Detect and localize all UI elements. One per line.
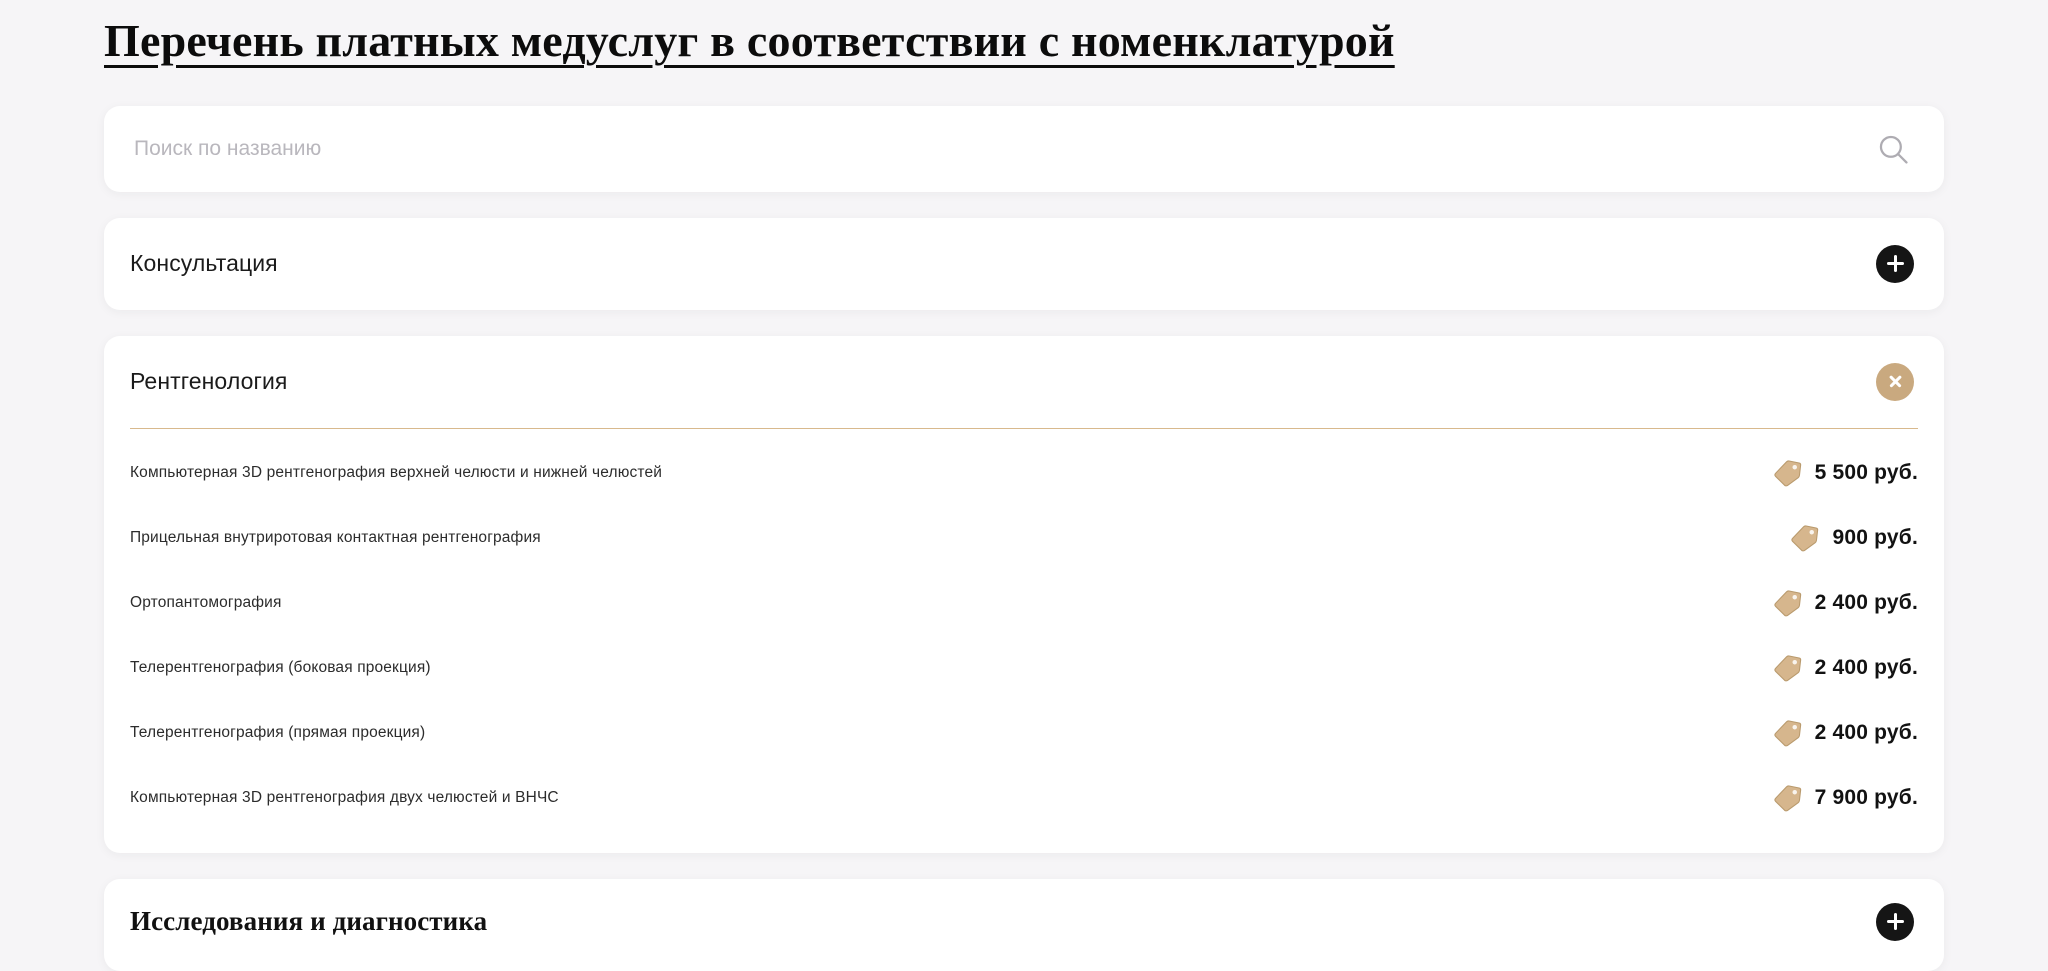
service-name: Ортопантомография	[130, 593, 282, 611]
plus-icon[interactable]	[1876, 245, 1914, 283]
service-price: 5 500 руб.	[1814, 461, 1918, 484]
section-title: Рентгенология	[130, 368, 288, 394]
accordion-section-research	[104, 879, 1944, 971]
service-price: 900 руб.	[1832, 526, 1918, 549]
price-tag-icon	[1790, 523, 1820, 553]
service-name: Прицельная внутриротовая контактная рентгенография	[130, 528, 541, 546]
service-name: Телерентгенография (боковая проекция)	[130, 658, 431, 676]
close-icon[interactable]	[1876, 363, 1914, 401]
service-price: 7 900 руб.	[1814, 786, 1918, 809]
service-price-group	[1773, 653, 1918, 683]
plus-icon[interactable]	[1876, 903, 1914, 941]
search-bar[interactable]	[104, 106, 1944, 192]
accordion-header[interactable]	[104, 879, 1944, 971]
service-price: 2 400 руб.	[1814, 591, 1918, 614]
price-tag-icon	[1773, 718, 1803, 748]
service-price-group	[1773, 783, 1918, 813]
table-row	[104, 636, 1944, 701]
price-tag-icon	[1773, 783, 1803, 813]
accordion-header[interactable]	[104, 218, 1944, 310]
table-row	[104, 441, 1944, 506]
service-price: 2 400 руб.	[1814, 721, 1918, 744]
service-name: Телерентгенография (прямая проекция)	[130, 723, 426, 741]
price-tag-icon	[1773, 458, 1803, 488]
service-price-group	[1773, 588, 1918, 618]
service-price-group	[1773, 458, 1918, 488]
service-list	[104, 429, 1944, 853]
table-row	[104, 701, 1944, 766]
search-input[interactable]	[134, 137, 1856, 161]
accordion-section-consultation	[104, 218, 1944, 310]
service-price-group	[1790, 523, 1918, 553]
table-row	[104, 766, 1944, 831]
service-name: Компьютерная 3D рентгенография двух челюстей и ВНЧС	[130, 788, 559, 806]
page-title: Перечень платных медуслуг в соответствии с номенклатурой	[104, 15, 1395, 66]
service-price: 2 400 руб.	[1814, 656, 1918, 679]
price-tag-icon	[1773, 653, 1803, 683]
service-name: Компьютерная 3D рентгенография верхней челюсти и нижней челюстей	[130, 463, 663, 481]
section-title: Консультация	[130, 250, 278, 276]
accordion-header[interactable]	[104, 336, 1944, 428]
table-row	[104, 506, 1944, 571]
price-tag-icon	[1773, 588, 1803, 618]
search-icon[interactable]	[1876, 132, 1910, 166]
accordion-section-radiology	[104, 336, 1944, 853]
section-title: Исследования и диагностика	[130, 906, 488, 936]
service-price-group	[1773, 718, 1918, 748]
table-row	[104, 571, 1944, 636]
